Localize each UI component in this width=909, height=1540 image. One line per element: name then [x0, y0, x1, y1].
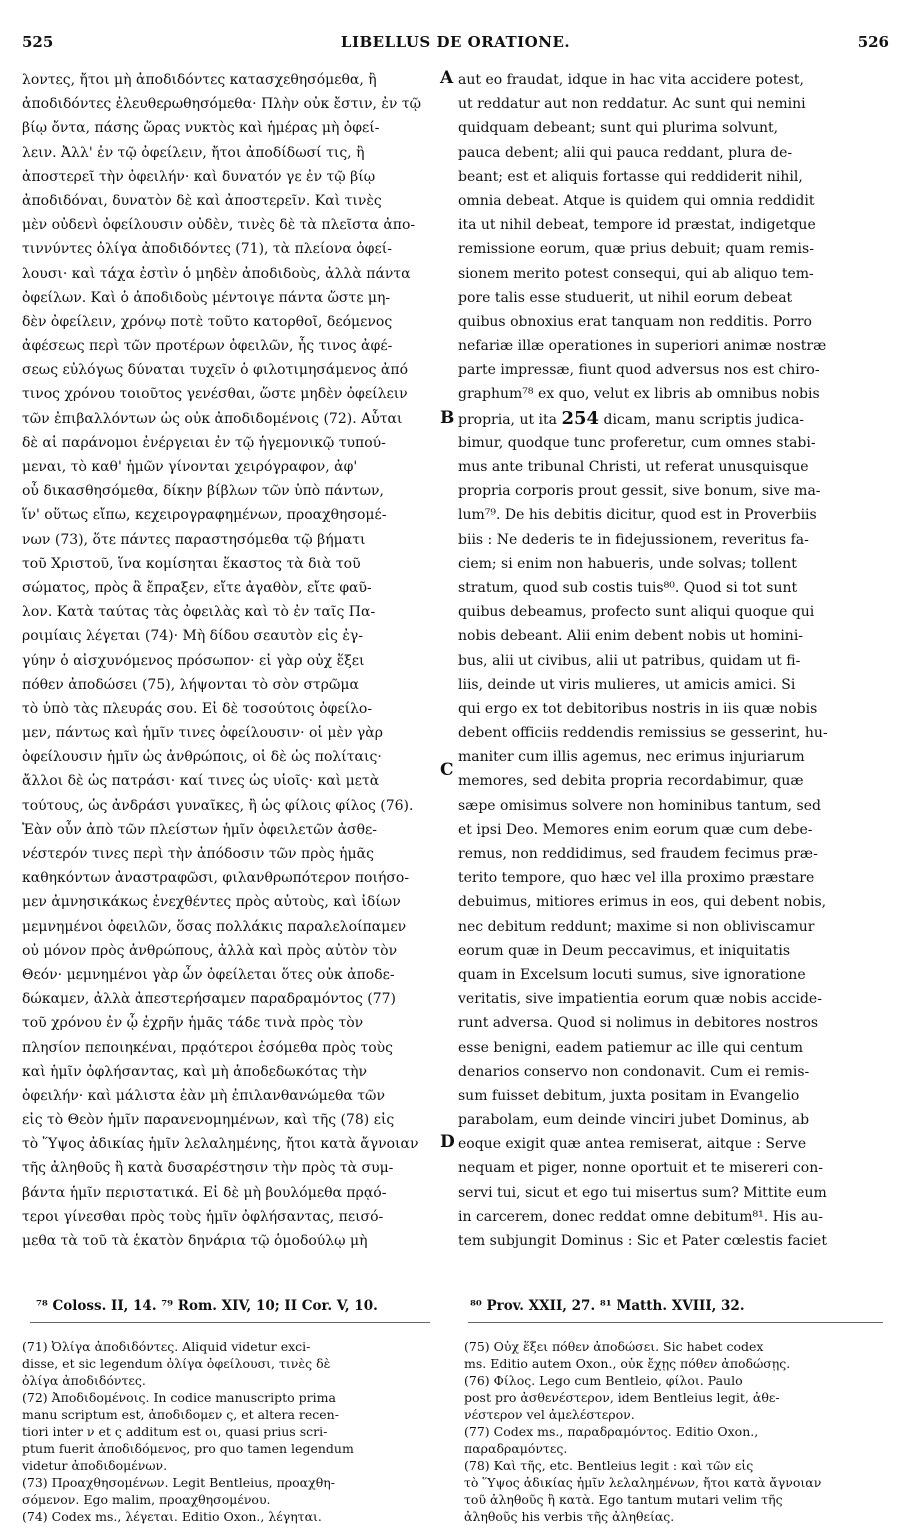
column-number: 254: [561, 407, 600, 429]
latin-text-line: terito tempore, quo hæc vel illa proximo præstare: [458, 870, 815, 887]
latin-text-line: remus, non reddidimus, sed fraudem fecimus præ-: [458, 846, 818, 862]
greek-text-line: λειν. Ἀλλ' ἐν τῷ ὀφείλειν, ἤτοι ἀποδίδωσί τις, ἢ: [22, 144, 365, 161]
latin-text-line: runt adversa. Quod si nolimus in debitores nostros: [458, 1015, 819, 1032]
greek-text-line: μὲν οὐδενὶ ὀφείλουσιν οὐδὲν, τινὲς δὲ τὰ πλεῖστα ἀπο-: [22, 217, 416, 234]
note-line: (77) Codex ms., παραδραμόντος. Editio Oxon.,: [464, 1424, 759, 1439]
latin-text-line: debuimus, mitiores erimus in eos, qui debent nobis,: [458, 894, 827, 911]
latin-text-line: parabolam, eum deinde vinciri jubet Dominus, ab: [458, 1112, 810, 1129]
note-line: post pro ἀσθενέστερον, idem Bentleius legit, ἀθε-: [464, 1390, 780, 1405]
greek-text-line: τῆς ἀληθοῦς ἢ κατὰ δυσαρέστησιν τὴν πρὸς τὰ συμ-: [22, 1160, 394, 1177]
latin-text-line: parte impressæ, fiunt quod adversus nos est chiro-: [458, 362, 820, 379]
note-line: (75) Οὐχ ἕξει πόθεν ἀποδώσει. Sic habet codex: [464, 1339, 764, 1354]
greek-text-line: τινος χρόνου τοιοῦτος γενέσθαι, ὥστε μηδὲν ὀφείλειν: [22, 386, 408, 403]
greek-text-line: σεως εὐλόγως δύναται τυχεῖν ὁ φιλοτιμησάμενος ἀπό: [22, 362, 409, 379]
latin-line-column-number: propria, ut ita 254 dicam, manu scriptis judica-: [458, 407, 805, 429]
note-line: (71) Ὀλίγα ἀποδιδόντες. Aliquid videtur exci-: [22, 1339, 311, 1354]
greek-text-line: ὀφειλήν· καὶ μάλιστα ἐὰν μὴ ἐπιλανθανώμεθα τῶν: [22, 1087, 385, 1104]
latin-text-line: pauca debent; alii qui pauca reddant, plura de-: [458, 144, 793, 161]
greek-text-line: βίῳ ὄντα, πάσης ὥρας νυκτὸς καὶ ἡμέρας μὴ ὀφεί-: [22, 120, 380, 137]
greek-text-line: λοντες, ἤτοι μὴ ἀποδιδόντες κατασχεθησόμεθα, ἢ: [22, 72, 377, 88]
note-line: τὸ Ὕψος ἀδικίας ἡμῖν λελαλημένων, ἤτοι κατὰ ἄγνοιαν: [464, 1475, 822, 1490]
margin-mark-c: C: [440, 760, 454, 780]
note-line: (73) Προαχθησομένων. Legit Bentleius, προαχθη-: [22, 1475, 335, 1490]
latin-text-line: et ipsi Deo. Memores enim eorum quæ cum debe-: [458, 821, 813, 838]
running-header: [22, 33, 889, 57]
latin-text-line: sum fuisset debitum, juxta positam in Evangelio: [458, 1087, 800, 1104]
latin-text-line: debent officiis reddendis remissius se gesserint, hu-: [458, 725, 828, 742]
note-line: (74) Codex ms., λέγεται. Editio Oxon., λέγηται.: [22, 1509, 322, 1524]
latin-text-line: eorum quæ in Deum peccavimus, et iniquitatis: [458, 942, 791, 959]
latin-text-line: in carcerem, donec reddat omne debitum⁸¹. His au-: [458, 1208, 824, 1225]
notes-right: [464, 1338, 889, 1525]
latin-text-line: servi tui, sicut et ego tui misertus sum? Mittite eum: [458, 1184, 827, 1201]
greek-text-line: ὀφείλουσιν ἡμῖν ὡς ἀνθρώποις, οἱ δὲ ὡς πολίταις·: [22, 749, 382, 766]
note-line: disse, et sic legendum ὀλίγα ὀφείλουσι, τινὲς δὲ: [22, 1356, 331, 1371]
greek-text-line: ἵν' οὕτως εἴπω, κεχειρογραφημένων, προαχθησομέ-: [22, 507, 387, 524]
greek-text-line: σώματος, πρὸς ἃ ἔπραξεν, εἴτε ἀγαθὸν, εἴτε φαῦ-: [22, 579, 372, 596]
latin-text-line: remissione eorum, quæ prius debuit; quam remis-: [458, 241, 814, 258]
greek-text-line: μεμνημένοι ὀφειλῶν, ὅσας πολλάκις παραλελοίπαμεν: [22, 918, 407, 935]
note-line: tiori inter ν et ς additum est οι, quasi prius scri-: [22, 1424, 328, 1439]
latin-text-line: liis, deinde ut viris mulieres, ut amicis amici. Si: [458, 676, 796, 693]
greek-text-line: νέστερόν τινες περὶ τὴν ἀπόδοσιν τῶν πρὸς ἡμᾶς: [22, 846, 374, 862]
latin-text-line: bus, alii ut civibus, alii ut patribus, quidam ut fi-: [458, 652, 801, 669]
running-title: LIBELLUS DE ORATIONE.: [340, 33, 571, 51]
note-line: ἀληθοῦς his verbis τῆς ἀληθείας.: [464, 1509, 675, 1524]
greek-text-line: οὐ μόνον πρὸς ἀνθρώπους, ἀλλὰ καὶ πρὸς αὐτὸν τὸν: [22, 942, 398, 959]
notes-left: [22, 1338, 437, 1525]
greek-text-line: τὸ Ὕψος ἀδικίας ἡμῖν λελαλημένης, ἤτοι κατὰ ἄγνοιαν: [22, 1136, 419, 1153]
greek-text-line: ἀποδιδόναι, δυνατὸν δὲ καὶ ἀποστερεῖν. Καὶ τινὲς: [22, 192, 382, 209]
greek-text-line: τὸ ὑπὸ τὰς πλευράς σου. Εἰ δὲ τοσούτοις ὀφείλο-: [22, 700, 373, 717]
greek-text-line: οὗ δικασθησόμεθα, δίκην βίβλων τῶν ὑπὸ πάντων,: [22, 483, 384, 500]
footnotes-right: ⁸⁰ Prov. XXII, 27. ⁸¹ Matth. XVIII, 32.: [470, 1298, 745, 1314]
greek-text-line: βάντα ἡμῖν περιστατικά. Εἰ δὲ μὴ βουλόμεθα πρᾳό-: [22, 1184, 387, 1201]
latin-text-line: biis : Ne dederis te in fidejussionem, reveritus fa-: [458, 531, 809, 548]
greek-text-line: ροιμίαις λέγεται (74)· Μὴ δίδου σεαυτὸν εἰς ἐγ-: [22, 628, 363, 645]
greek-column: [22, 68, 437, 1253]
latin-text-line: quibus obnoxius erat tanquam non redditis. Porro: [458, 313, 812, 330]
note-line: (76) Φίλος. Lego cum Bentleio, φίλοι. Paulo: [464, 1373, 743, 1388]
footnotes-left: ⁷⁸ Coloss. II, 14. ⁷⁹ Rom. XIV, 10; II Cor. V, 10.: [36, 1298, 378, 1314]
greek-text-line: τιννύντες ὀλίγα ἀποδιδόντες (71), τὰ πλείονα ὀφεί-: [22, 241, 392, 258]
greek-text-line: λουσι· καὶ τάχα ἐστὶν ὁ μηδὲν ἀποδιδοὺς, ἀλλὰ πάντα: [22, 265, 411, 282]
latin-text-line: denarios conservo non condonavit. Cum ei remis-: [458, 1063, 810, 1080]
greek-text-line: μεν ἀμνησικάκως ἐνεχθέντες πρὸς αὐτοὺς, καὶ ἰδίων: [22, 894, 401, 911]
note-line: νέστερον vel ἀμελέστερον.: [464, 1407, 635, 1422]
latin-text-line: propria corporis prout gessit, sive bonum, sive ma-: [458, 483, 821, 500]
latin-text-line: ut reddatur aut non reddatur. Ac sunt qui nemini: [458, 96, 806, 113]
notes-divider-right: [468, 1322, 883, 1323]
greek-text-line: Θεόν· μεμνημένοι γὰρ ὧν ὀφείλεται ὅτες οὐκ ἀποδε-: [22, 966, 395, 983]
margin-mark-a: A: [440, 68, 454, 88]
note-line: παραδραμόντες.: [464, 1441, 568, 1456]
greek-text-line: μεν, πάντως καὶ ἡμῖν τινες ὀφείλουσιν· οἱ μὲν γὰρ: [22, 725, 383, 742]
greek-text-line: γύην ὁ αἰσχυνόμενος πρόσωπον· εἰ γὰρ οὐχ ἕξει: [22, 652, 365, 669]
greek-text-line: τῶν ἐπιβαλλόντων ὡς οὐκ ἀποδιδομένοις (72). Αὗται: [22, 410, 403, 427]
latin-lines-b: [458, 431, 890, 1253]
latin-text-line: beant; est et aliquis fortasse qui reddiderit nihil,: [458, 168, 803, 185]
note-line: τοῦ ἀληθοῦς ἢ κατὰ. Ego tantum mutari velim τῆς: [464, 1492, 783, 1507]
greek-text-line: εἰς τὸ Θεὸν ἡμῖν παρανενομημένων, καὶ τῆς (78) εἰς: [22, 1112, 395, 1129]
greek-text-line: τοῦ Χριστοῦ, ἵνα κομίσηται ἕκαστος τὰ διὰ τοῦ: [22, 555, 361, 572]
latin-text-line: sæpe omisimus solvere non hominibus tantum, sed: [458, 797, 821, 814]
latin-text-line: nobis debeant. Alii enim debent nobis ut homini-: [458, 628, 804, 645]
latin-text-line: memores, sed debita propria recordabimur, quæ: [458, 773, 804, 790]
latin-text-line: mus ante tribunal Christi, ut referat unusquisque: [458, 459, 809, 475]
latin-text-line: ciem; si enim non habueris, unde solvas; tollent: [458, 555, 797, 572]
latin-text-line: stratum, quod sub costis tuis⁸⁰. Quod si tot sunt: [458, 579, 798, 596]
latin-text-line: bimur, quodque tunc proferetur, cum omnes stabi-: [458, 434, 816, 451]
note-line: (78) Καὶ τῆς, etc. Bentleius legit : καὶ τῶν εἰς: [464, 1458, 754, 1473]
latin-text-line: qui ergo ex tot debitoribus nostris in iis quæ nobis: [458, 700, 818, 717]
notes-divider-left: [30, 1322, 430, 1323]
greek-text-line: λον. Κατὰ ταύτας τὰς ὀφειλὰς καὶ τὸ ἐν ταῖς Πα-: [22, 604, 376, 621]
latin-text-line: ita ut nihil debeat, tempore id præstat, indigetque: [458, 217, 816, 234]
greek-text-line: δώκαμεν, ἀλλὰ ἀπεστερήσαμεν παραδραμόντος (77): [22, 991, 397, 1008]
latin-text-line: aut eo fraudat, idque in hac vita accidere potest,: [458, 72, 804, 88]
greek-text-line: δὲ αἱ παράνομοι ἐνέργειαι ἐν τῷ ἡγεμονικῷ τυπού-: [22, 434, 386, 451]
greek-text-line: τοῦ χρόνου ἐν ᾧ ἐχρῆν ἡμᾶς τάδε τινὰ πρὸς τὸν: [22, 1015, 364, 1032]
greek-text-line: καθηκόντων ἀναστραφῶσι, φιλανθρωπότερον ποιήσο-: [22, 870, 410, 887]
latin-text-line: quam in Excelsum locuti sumus, sive ignoratione: [458, 966, 806, 983]
greek-text-line: Ἐὰν οὖν ἀπὸ τῶν πλείστων ἡμῖν ὀφειλετῶν ἀσθε-: [22, 821, 377, 838]
margin-mark-b: B: [440, 408, 455, 428]
latin-text-line: quidquam debeant; sunt qui plurima solvunt,: [458, 120, 779, 137]
greek-text-line: τεροι γίνεσθαι πρὸς τοὺς ἡμῖν ὀφλήσαντας, πεισό-: [22, 1208, 384, 1225]
note-line: manu scriptum est, ἀποδιδομεν ς, et altera recen-: [22, 1407, 339, 1422]
latin-text-line: omnia debeat. Atque is quidem qui omnia reddidit: [458, 192, 815, 209]
greek-text-line: μεθα τὰ τοῦ τὰ ἑκατὸν δηνάρια τῷ ὁμοδούλῳ μὴ: [22, 1233, 368, 1249]
note-line: ptum fuerit ἀποδιδόμενος, pro quo tamen legendum: [22, 1441, 354, 1456]
page-number-right: 526: [857, 33, 889, 51]
note-line: (72) Ἀποδιδομένοις. In codice manuscripto prima: [22, 1390, 336, 1405]
margin-mark-d: D: [440, 1132, 455, 1152]
greek-text-line: ὀφείλων. Καὶ ὁ ἀποδιδοὺς μέντοιγε πάντα ὥστε μη-: [22, 289, 391, 306]
note-line: σόμενον. Ego malim, προαχθησομένου.: [22, 1492, 271, 1507]
greek-text-line: ἀφέσεως περὶ τῶν προτέρων ὀφειλῶν, ἧς τινος ἀφέ-: [22, 338, 393, 355]
note-line: ὀλίγα ἀποδιδόντες.: [22, 1373, 146, 1388]
greek-text-line: ἀποδιδόντες ἐλευθερωθησόμεθα· Πλὴν οὐκ ἔστιν, ἐν τῷ: [22, 96, 421, 113]
latin-text-line: sionem merito potest consequi, qui ab aliquo tem-: [458, 265, 814, 282]
greek-text-line: τούτους, ὡς ἀνδράσι γυναῖκες, ἢ ὡς φίλοις φίλος (76).: [22, 797, 414, 814]
greek-text-line: μεναι, τὸ καθ' ἡμῶν γίνονται χειρόγραφον, ἀφ': [22, 459, 358, 475]
greek-text-line: νων (73), ὅτε πάντες παραστησόμεθα τῷ βήματι: [22, 531, 366, 548]
latin-text-line: eoque exigit quæ antea remiserat, aitque : Serve: [458, 1136, 807, 1153]
latin-text-line: graphum⁷⁸ ex quo, velut ex libris ab omnibus nobis: [458, 386, 820, 403]
latin-text-line: nequam et piger, nonne oportuit et te misereri con-: [458, 1160, 823, 1177]
page-number-left: 525: [22, 33, 54, 51]
note-line: ms. Editio autem Oxon., οὐκ ἔχῃς πόθεν ἀποδώσῃς.: [464, 1356, 791, 1371]
latin-text-line: lum⁷⁹. De his debitis dicitur, quod est in Proverbiis: [458, 507, 817, 524]
greek-text-line: ἄλλοι δὲ ὡς πατράσι· καί τινες ὡς υἱοῖς· καὶ μετὰ: [22, 773, 380, 790]
latin-column: [458, 68, 890, 1253]
latin-lines-a: [458, 68, 890, 407]
greek-text-line: δὲν ὀφείλειν, χρόνῳ ποτὲ τοῦτο κατορθοῖ, δεόμενος: [22, 313, 393, 330]
latin-text-line: maniter cum illis agemus, nec erimus injuriarum: [458, 749, 805, 766]
latin-text-line: tem subjungit Dominus : Sic et Pater cœlestis faciet: [458, 1233, 827, 1249]
greek-text-line: ἀποστερεῖ τὴν ὀφειλήν· καὶ δυνατόν γε ἐν τῷ βίῳ: [22, 168, 376, 185]
greek-text-line: καὶ ἡμῖν ὀφλήσαντας, καὶ μὴ ἀποδεδωκότας τὴν: [22, 1063, 368, 1080]
latin-text-line: quibus debeamus, profecto sunt aliqui quoque qui: [458, 604, 815, 621]
latin-text-line: pore talis esse studuerit, ut nihil eorum debeat: [458, 289, 793, 306]
greek-text-line: πόθεν ἀποδώσει (75), λήψονται τὸ σὸν στρῶμα: [22, 676, 359, 693]
latin-text-line: esse benigni, eadem patiemur ac ille qui centum: [458, 1039, 803, 1056]
latin-text-line: nec debitum reddunt; maxime si non obliviscamur: [458, 918, 815, 935]
latin-text-line: nefariæ illæ operationes in superiori animæ nostræ: [458, 338, 827, 355]
greek-text-line: πλησίον πεποιηκέναι, πρᾳότεροι ἐσόμεθα πρὸς τοὺς: [22, 1039, 393, 1056]
note-line: videtur ἀποδιδομένων.: [22, 1458, 168, 1473]
latin-text-line: veritatis, sive impatientia eorum quæ nobis accide-: [458, 991, 822, 1008]
